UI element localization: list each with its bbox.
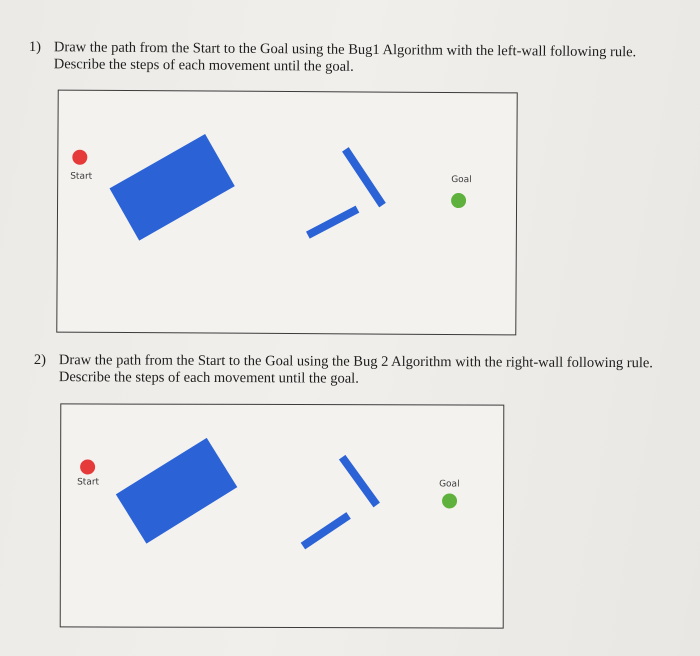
bug2-map-diagram xyxy=(60,403,505,628)
bug1-map-diagram xyxy=(56,90,517,336)
question-2-number: 2) xyxy=(33,352,47,369)
goal-label-2: Goal xyxy=(439,479,460,490)
l-obstacle-base-1 xyxy=(306,206,359,239)
question-1 xyxy=(29,39,637,78)
question-2-line-2: Describe the steps of each movement until the goal. xyxy=(58,369,359,387)
rectangle-obstacle-2 xyxy=(116,438,237,544)
question-1-text: Draw the path from the Start to the Goal using the Bug1 Algorithm with the left-wall following rule. xyxy=(53,39,637,61)
start-label-1: Start xyxy=(70,171,93,182)
start-label-2: Start xyxy=(77,477,100,488)
goal-point-1 xyxy=(451,193,466,208)
start-point-1 xyxy=(72,150,87,165)
l-obstacle-base-2 xyxy=(301,512,351,549)
question-2 xyxy=(34,352,653,389)
l-obstacle-arm-2 xyxy=(339,455,380,508)
question-1-number: 1) xyxy=(28,39,42,56)
goal-label-1: Goal xyxy=(451,175,472,186)
l-obstacle-arm-1 xyxy=(342,147,386,207)
goal-point-2 xyxy=(442,493,457,508)
rectangle-obstacle-1 xyxy=(110,134,235,241)
question-1-line-2: Describe the steps of each movement until the goal. xyxy=(53,56,354,75)
question-2-text: Draw the path from the Start to the Goal using the Bug 2 Algorithm with the right-wall following rule. xyxy=(58,352,653,372)
start-point-2 xyxy=(80,459,95,474)
